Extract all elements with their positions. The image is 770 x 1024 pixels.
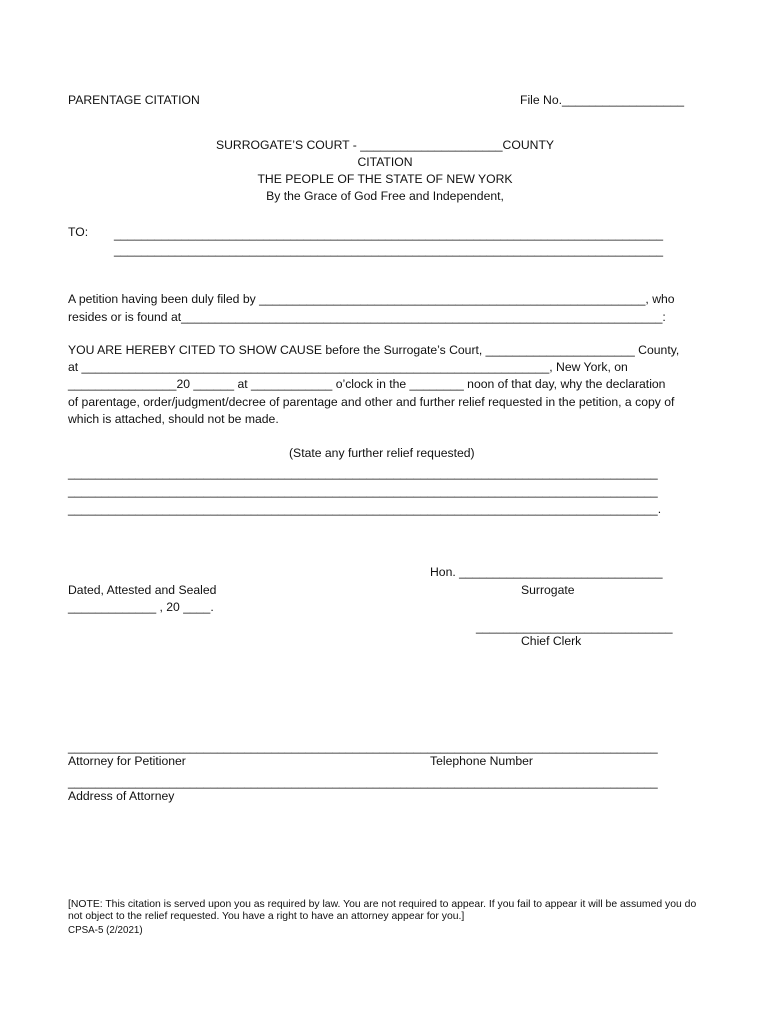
relief-blank-line-1: _______________________________________________________________________________________ bbox=[68, 466, 658, 480]
address-blank-line: _______________________________________________________________________________________ bbox=[68, 775, 658, 789]
relief-blank-line-2: _______________________________________________________________________________________ bbox=[68, 484, 658, 498]
hon-signature-line: Hon. ______________________________ bbox=[430, 565, 663, 579]
document-title: PARENTAGE CITATION bbox=[68, 93, 200, 107]
attorney-blank-line: _______________________________________________________________________________________ bbox=[68, 740, 658, 754]
grace-line: By the Grace of God Free and Independent, bbox=[266, 189, 504, 203]
chief-clerk-signature-line: _____________________________ bbox=[476, 620, 673, 634]
date-blank-line: _____________ , 20 ____. bbox=[68, 600, 214, 614]
dated-attested-label: Dated, Attested and Sealed bbox=[68, 583, 217, 597]
cited-line-1: YOU ARE HEREBY CITED TO SHOW CAUSE before the Surrogate’s Court, ______________________ County, bbox=[68, 343, 680, 357]
service-note: [NOTE: This citation is served upon you as required by law. You are not required to appear. If you fail to appear it will be assumed you do not object to the relief requested. You have a right to have an attorney appear for you.] bbox=[68, 899, 697, 922]
cited-line-2: at _____________________________________________________________________, New York, on bbox=[68, 360, 628, 374]
cited-line-3: ________________20 ______ at ____________ o’clock in the ________ noon of that day, why the declaration bbox=[68, 377, 666, 391]
telephone-number-label: Telephone Number bbox=[430, 754, 533, 768]
court-county-line: SURROGATE’S COURT - _____________________COUNTY bbox=[215, 138, 555, 152]
relief-blank-line-3: _______________________________________________________________________________________. bbox=[68, 502, 662, 516]
citation-heading: CITATION bbox=[357, 155, 413, 169]
cited-line-5: which is attached, should not be made. bbox=[68, 412, 279, 426]
relief-label: (State any further relief requested) bbox=[289, 446, 475, 460]
petition-line-1: A petition having been duly filed by _________________________________________________________, who bbox=[68, 292, 675, 306]
form-code: CPSA-5 (2/2021) bbox=[68, 925, 143, 936]
to-label: TO: bbox=[68, 225, 89, 239]
people-heading: THE PEOPLE OF THE STATE OF NEW YORK bbox=[257, 172, 513, 186]
file-number-field: File No.__________________ bbox=[520, 93, 684, 107]
to-blank-line-2: _________________________________________________________________________________ bbox=[114, 243, 664, 257]
cited-line-4: of parentage, order/judgment/decree of parentage and other and further relief requested in the petition, a copy of bbox=[68, 395, 675, 409]
surrogate-label: Surrogate bbox=[521, 583, 575, 597]
attorney-for-petitioner-label: Attorney for Petitioner bbox=[68, 754, 186, 768]
petition-line-2: resides or is found at_______________________________________________________________________: bbox=[68, 310, 666, 324]
address-of-attorney-label: Address of Attorney bbox=[68, 789, 175, 803]
to-blank-line-1: _________________________________________________________________________________ bbox=[114, 227, 664, 241]
chief-clerk-label: Chief Clerk bbox=[521, 634, 582, 648]
